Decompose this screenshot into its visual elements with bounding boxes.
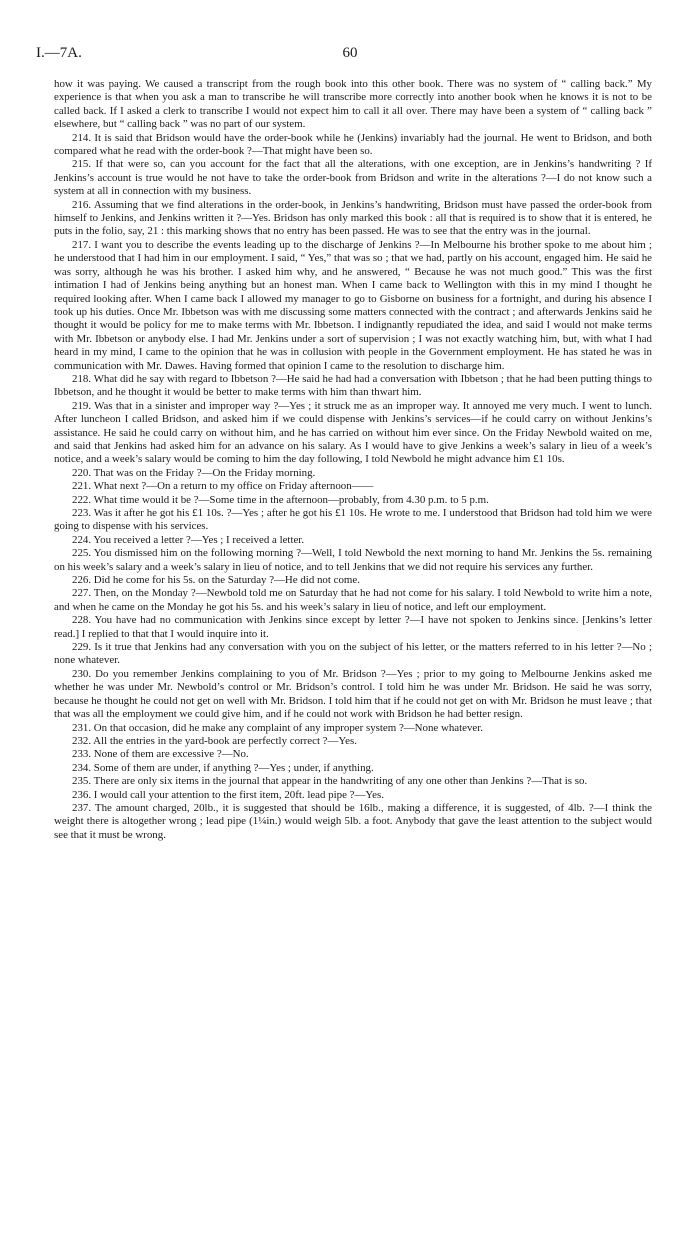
paragraph: 228. You have had no communication with Jenkins since except by letter ?—I have not spoken to Jenkins since. [Jenkins’s letter read.] I replied to that that I would inquire into it. (54, 614, 652, 640)
paragraph: 234. Some of them are under, if anything ?—Yes ; under, if anything. (72, 761, 374, 774)
document-reference: I.—7A. (36, 45, 82, 61)
paragraph: 221. What next ?—On a return to my office on Friday afternoon—— (72, 480, 374, 493)
paragraph: 217. I want you to describe the events leading up to the discharge of Jenkins ?—In Melbourne his brother spoke to me about him ; he understood that I had him in our employment. I said, “ Yes,” that was so ; that we had, partly on his account, engaged him. He said he was sorry, although he was his brother. I asked him why, and he answered, “ Because he was not much good.” This was the first intimation I had of Jenkins being anything but an honest man. When I came back to Wellington with this in my mind I thought he required looking after. When I came back I allowed my manager to go to Gisborne on business for a fortnight, and during his absence I took up his duties. Once Mr. Ibbetson was with me discussing some matters connected with the contract ; and afterwards Jenkins said he thought it would be policy for me to make terms with Mr. Ibbetson. I indignantly repudiated the idea, and said I would not make terms with Mr. Ibbetson or anybody else. I had Mr. Jenkins under a sort of supervision ; I was not exactly watching him, but, with what I had heard in my mind, I came to the opinion that he was in collusion with people in the Government employment. He has stated he was in communication with Mr. Dawes. Having formed that opinion I came to the resolution to discharge him. (54, 238, 652, 372)
paragraph: 227. Then, on the Monday ?—Newbold told me on Saturday that he had not come for his salary. I told Newbold to write him a note, and when he came on the Monday he got his 5s. and his week’s salary in lieu of notice, and left our employment. (54, 587, 652, 613)
paragraph: 225. You dismissed him on the following morning ?—Well, I told Newbold the next morning to hand Mr. Jenkins the 5s. remaining on his week’s salary and a week’s salary in lieu of notice, and to tell Jenkins that we did not require his services any further. (54, 547, 652, 573)
paragraph: 215. If that were so, can you account for the fact that all the alterations, with one exception, are in Jenkins’s handwriting ? If Jenkins’s account is true would he not have to take the order-book from Bridson and write in the alterations ?—I do not know such a system at all in connection with my business. (54, 158, 652, 198)
document-body (54, 78, 652, 842)
paragraph: 229. Is it true that Jenkins had any conversation with you on the subject of his letter, or the matters referred to in his letter ?—No ; none whatever. (54, 641, 652, 667)
paragraph: 218. What did he say with regard to Ibbetson ?—He said he had had a conversation with Ibbetson ; that he had been putting things to Ibbetson, and he thought it would be better to make terms with him than thwart him. (54, 372, 652, 399)
paragraph: 223. Was it after he got his £1 10s. ?—Yes ; after he got his £1 10s. He wrote to me. I understood that Bridson had told him we were going to dispense with his services. (54, 507, 652, 533)
paragraph: 231. On that occasion, did he make any complaint of any improper system ?—None whatever. (72, 721, 484, 734)
paragraph: 233. None of them are excessive ?—No. (72, 748, 249, 761)
paragraph: 236. I would call your attention to the first item, 20ft. lead pipe ?—Yes. (72, 788, 384, 801)
paragraph: 232. All the entries in the yard-book are perfectly correct ?—Yes. (72, 734, 357, 747)
paragraph: 235. There are only six items in the journal that appear in the handwriting of any one other than Jenkins ?—That is so. (72, 775, 588, 788)
paragraph: 237. The amount charged, 20lb., it is suggested that should be 16lb., making a difference, it is suggested, of 4lb. ?—I think the weight there is altogether wrong ; lead pipe (1¼in.) would weigh 5lb. a foot. Anybody that gave the least attention to the subject would see that it must be wrong. (54, 801, 652, 841)
paragraph: 230. Do you remember Jenkins complaining to you of Mr. Bridson ?—Yes ; prior to my going to Melbourne Jenkins asked me whether he was under Mr. Newbold’s control or Mr. Bridson’s control. I told him he was under Mr. Bridson. He said he was sorry, because he thought he could not get on well with Mr. Bridson. I told him that if he could not get on with Mr. Bridson he must leave ; that that was all the employment we could give him, and if he could not work with Bridson he had better resign. (54, 667, 652, 721)
page-number: 60 (342, 45, 358, 61)
paragraph: 224. You received a letter ?—Yes ; I received a letter. (72, 533, 305, 546)
paragraph: 222. What time would it be ?—Some time in the afternoon—probably, from 4.30 p.m. to 5 p.m. (72, 493, 489, 506)
paragraph: 220. That was on the Friday ?—On the Friday morning. (72, 466, 316, 479)
paragraph: 214. It is said that Bridson would have the order-book while he (Jenkins) invariably had the journal. He went to Bridson, and both compared what he read with the order-book ?—That might have been so. (54, 131, 652, 158)
paragraph: 216. Assuming that we find alterations in the order-book, in Jenkins’s handwriting, Bridson must have passed the order-book from himself to Jenkins, and Jenkins written it ?—Yes. Bridson has only marked this book : all that is required is to show that it is entered, he puts in the folio, say, 21 : this marking shows that no entry has been passed. He was to see that the entry was in the journal. (54, 198, 652, 238)
paragraph: 226. Did he come for his 5s. on the Saturday ?—He did not come. (72, 574, 360, 587)
paragraph: how it was paying. We caused a transcript from the rough book into this other book. There was no system of “ calling back.” My experience is that when you ask a man to transcribe he will transcribe more correctly into another book when he knows it is not to be called back. If I asked a clerk to transcribe I would not expect him to call it all over. There may have been a system of “ calling back ” elsewhere, but “ calling back ” was no part of our system. (54, 78, 652, 131)
page-header (36, 45, 664, 65)
paragraph: 219. Was that in a sinister and improper way ?—Yes ; it struck me as an improper way. It annoyed me very much. I went to lunch. After luncheon I called Bridson, and asked him if we could dispense with Jenkins’s services—if he could carry on without Jenkins’s assistance. He said he could carry on without him, and he has carried on without him ever since. On the Friday Newbold waited on me, and said that Jenkins had asked him for an advance on his salary. As I would have to give Jenkins a week’s salary in lieu of a week’s notice, and a week’s salary would be coming to him the day following, I told Newbold he might advance him £1 10s. (54, 399, 652, 466)
